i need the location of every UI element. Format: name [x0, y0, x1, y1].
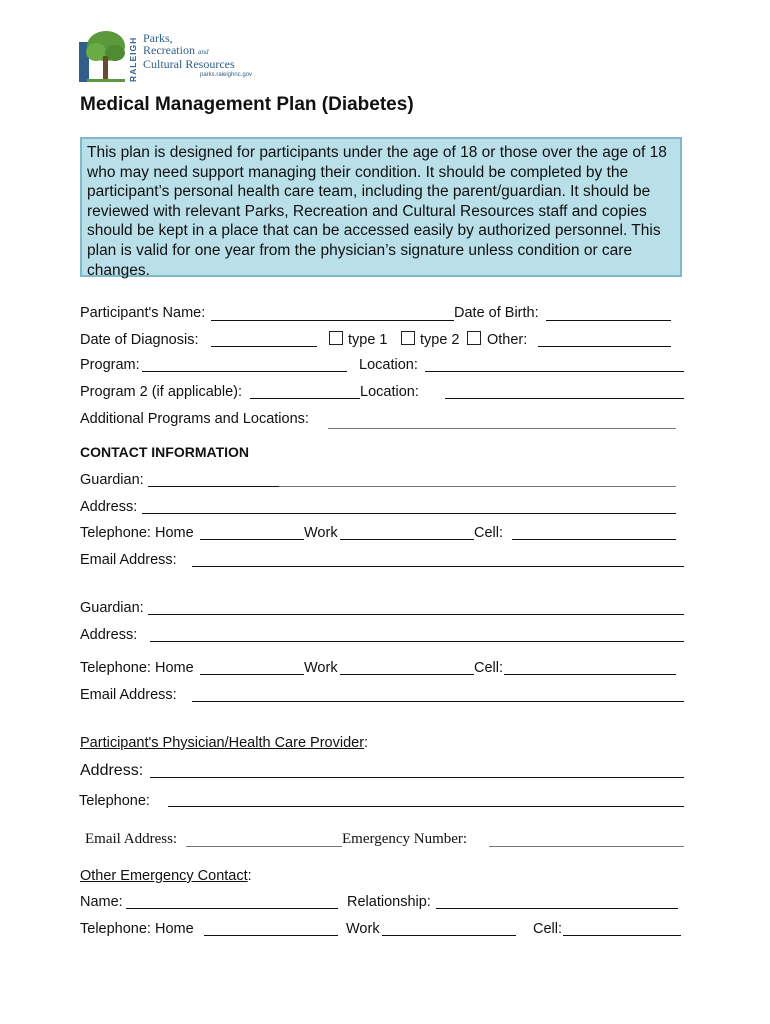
guardian2-tel-home-field[interactable] — [200, 674, 304, 675]
program2-label: Program 2 (if applicable): — [80, 384, 242, 400]
logo-wordmark — [143, 32, 235, 70]
physician-address-label: Address: — [80, 762, 144, 779]
other-label: Other: — [487, 332, 528, 348]
logo-line-2: Recreation and — [143, 43, 209, 57]
guardian1-field-extended[interactable] — [279, 486, 676, 487]
other-contact-work-label: Work — [346, 921, 380, 937]
additional-programs-field[interactable] — [328, 428, 676, 429]
other-contact-work-field[interactable] — [382, 935, 516, 936]
guardian1-label: Guardian: — [80, 472, 144, 488]
guardian2-work-field[interactable] — [340, 674, 474, 675]
guardian2-field[interactable] — [148, 614, 684, 615]
type2-checkbox[interactable] — [401, 331, 415, 345]
guardian1-tel-home-label: Telephone: Home — [80, 525, 194, 541]
type2-label: type 2 — [420, 332, 460, 348]
guardian1-email-field[interactable] — [192, 566, 684, 567]
intro-box: This plan is designed for participants under the age of 18 or those over the age of 18 who may need support managing their condition. It should be completed by the participant’s personal health care team, including the parent/guardian. It should be reviewed with relevant Parks, Recreation and Cultural Resources staff and copies should be kept in a place that can be accessed easily by authorized personnel. This plan is valid for one year from the physician’s signature unless condition or care changes. — [80, 137, 682, 277]
participant-name-field[interactable] — [211, 320, 454, 321]
physician-email-field[interactable] — [186, 846, 342, 847]
other-contact-tel-home-field[interactable] — [204, 935, 338, 936]
participant-name-label: Participant's Name: — [80, 305, 206, 321]
other-contact-cell-label: Cell: — [533, 921, 563, 937]
additional-programs-label: Additional Programs and Locations: — [80, 411, 309, 427]
diagnosis-field[interactable] — [211, 346, 317, 347]
logo-line-1: Parks, — [143, 31, 173, 45]
guardian2-email-label: Email Address: — [80, 687, 177, 703]
logo-url: parks.raleighnc.gov — [200, 72, 253, 78]
other-contact-relationship-label: Relationship: — [347, 894, 431, 910]
guardian1-work-label: Work — [304, 525, 338, 541]
type1-label: type 1 — [348, 332, 388, 348]
other-field[interactable] — [538, 346, 671, 347]
guardian1-work-field[interactable] — [340, 539, 474, 540]
physician-telephone-field[interactable] — [168, 806, 684, 807]
page-title: Medical Management Plan (Diabetes) — [80, 94, 414, 115]
guardian1-address-label: Address: — [80, 499, 138, 515]
tree-logo-icon — [79, 28, 129, 84]
other-contact-heading: Other Emergency Contact: — [80, 868, 252, 884]
guardian2-label: Guardian: — [80, 600, 144, 616]
guardian2-cell-label: Cell: — [474, 660, 504, 676]
program-field[interactable] — [142, 371, 347, 372]
guardian1-cell-field[interactable] — [512, 539, 676, 540]
diagnosis-label: Date of Diagnosis: — [80, 332, 199, 348]
location-field[interactable] — [425, 371, 684, 372]
guardian1-field[interactable] — [148, 486, 279, 487]
dob-label: Date of Birth: — [454, 305, 539, 321]
physician-email-label: Email Address: — [85, 831, 178, 847]
other-contact-cell-field[interactable] — [563, 935, 681, 936]
guardian2-address-label: Address: — [80, 627, 138, 643]
guardian1-address-field[interactable] — [142, 513, 676, 514]
guardian2-work-label: Work — [304, 660, 338, 676]
logo-line-3: Cultural Resources — [143, 57, 235, 71]
type1-checkbox[interactable] — [329, 331, 343, 345]
guardian1-cell-label: Cell: — [474, 525, 504, 541]
guardian2-address-field[interactable] — [150, 641, 684, 642]
location2-label: Location: — [360, 384, 419, 400]
contact-heading: CONTACT INFORMATION — [80, 444, 250, 460]
guardian1-tel-home-field[interactable] — [200, 539, 304, 540]
other-contact-name-field[interactable] — [126, 908, 338, 909]
guardian1-email-label: Email Address: — [80, 552, 177, 568]
other-checkbox[interactable] — [467, 331, 481, 345]
physician-address-field[interactable] — [150, 777, 684, 778]
location-label: Location: — [359, 357, 418, 373]
logo-side-text: RALEIGH — [128, 36, 138, 82]
other-contact-tel-home-label: Telephone: Home — [80, 921, 194, 937]
physician-telephone-label: Telephone: — [79, 793, 150, 809]
other-contact-name-label: Name: — [80, 894, 123, 910]
physician-heading: Participant's Physician/Health Care Provider: — [80, 735, 369, 751]
location2-field[interactable] — [445, 398, 684, 399]
guardian2-email-field[interactable] — [192, 701, 684, 702]
program2-field[interactable] — [250, 398, 360, 399]
guardian2-cell-field[interactable] — [504, 674, 676, 675]
other-contact-relationship-field[interactable] — [436, 908, 678, 909]
emergency-number-field[interactable] — [489, 846, 684, 847]
emergency-number-label: Emergency Number: — [342, 831, 468, 847]
guardian2-tel-home-label: Telephone: Home — [80, 660, 194, 676]
program-label: Program: — [80, 357, 140, 373]
dob-field[interactable] — [546, 320, 671, 321]
